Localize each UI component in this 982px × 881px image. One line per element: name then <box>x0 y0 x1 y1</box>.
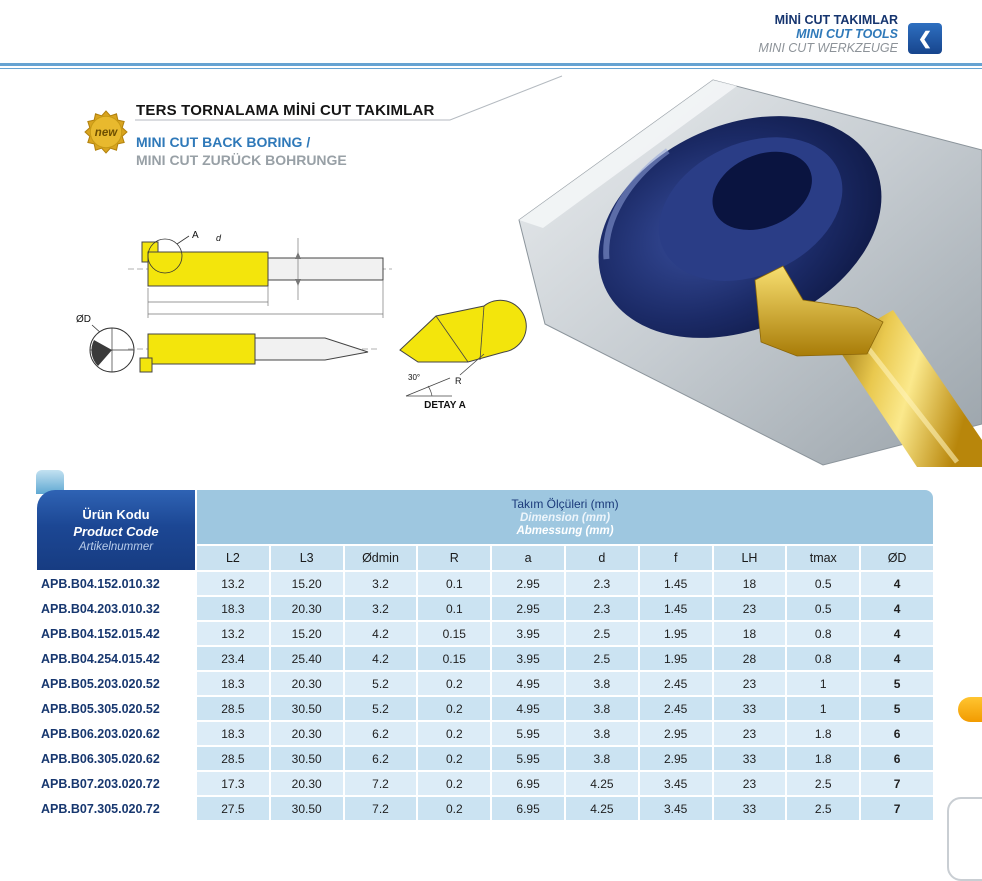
dim-value-cell: 13.2 <box>197 622 269 645</box>
dim-value-cell: 1.8 <box>787 722 859 745</box>
dim-value-cell: 2.3 <box>566 572 638 595</box>
dim-value-cell: 4 <box>861 647 933 670</box>
header-title-de: MINI CUT WERKZEUGE <box>758 41 898 55</box>
dim-value-cell: 4.2 <box>345 647 417 670</box>
product-code-cell: APB.B07.203.020.72 <box>37 772 195 795</box>
dimensions-header-tr: Takım Ölçüleri (mm) <box>511 497 619 511</box>
table-row <box>37 797 933 820</box>
dim-value-cell: 25.40 <box>271 647 343 670</box>
dim-value-cell: 5.2 <box>345 672 417 695</box>
dim-value-cell: 0.2 <box>418 797 490 820</box>
dim-value-cell: 6.95 <box>492 772 564 795</box>
dim-value-cell: 23.4 <box>197 647 269 670</box>
od-label: ØD <box>76 314 91 325</box>
product-code-cell: APB.B04.203.010.32 <box>37 597 195 620</box>
dim-value-cell: 5 <box>861 672 933 695</box>
dim-value-cell: 3.45 <box>640 797 712 820</box>
dim-value-cell: 1 <box>787 672 859 695</box>
dim-value-cell: 4.95 <box>492 672 564 695</box>
dim-value-cell: 2.45 <box>640 672 712 695</box>
dim-value-cell: 0.2 <box>418 772 490 795</box>
dim-value-cell: 20.30 <box>271 672 343 695</box>
table-row <box>37 597 933 620</box>
side-tab-marker[interactable] <box>958 697 982 722</box>
dim-value-cell: 30.50 <box>271 747 343 770</box>
dim-value-cell: 7.2 <box>345 772 417 795</box>
drawing-top-view <box>128 230 392 318</box>
dim-value-cell: 0.5 <box>787 597 859 620</box>
dim-value-cell: 2.5 <box>566 622 638 645</box>
dim-value-cell: 4 <box>861 597 933 620</box>
dim-value-cell: 28.5 <box>197 697 269 720</box>
dim-value-cell: 4.25 <box>566 772 638 795</box>
page-header <box>758 13 898 55</box>
dim-value-cell: 23 <box>714 772 786 795</box>
dim-value-cell: 1.45 <box>640 597 712 620</box>
dim-value-cell: 2.3 <box>566 597 638 620</box>
dim-value-cell: 15.20 <box>271 572 343 595</box>
dim-value-cell: 0.2 <box>418 672 490 695</box>
dim-value-cell: 1.95 <box>640 647 712 670</box>
dim-value-cell: 3.95 <box>492 622 564 645</box>
dim-value-cell: 33 <box>714 747 786 770</box>
table-row <box>37 722 933 745</box>
product-code-cell: APB.B07.305.020.72 <box>37 797 195 820</box>
table-row <box>37 647 933 670</box>
column-header: f <box>640 546 712 570</box>
dim-value-cell: 2.5 <box>787 797 859 820</box>
detail-ref-label: A <box>192 230 199 241</box>
section-chevron-tab[interactable] <box>908 23 942 54</box>
dimensions-header-de: Abmessung (mm) <box>516 525 614 537</box>
column-header: ØD <box>861 546 933 570</box>
badge-label: new <box>94 127 118 140</box>
dim-value-cell: 0.15 <box>418 647 490 670</box>
new-badge <box>84 110 128 154</box>
dim-value-cell: 7.2 <box>345 797 417 820</box>
table-body <box>37 572 933 820</box>
dim-value-cell: 6 <box>861 722 933 745</box>
dim-value-cell: 15.20 <box>271 622 343 645</box>
product-code-header-en: Product Code <box>73 524 159 539</box>
drawing-front-view <box>76 314 134 372</box>
dim-value-cell: 0.2 <box>418 697 490 720</box>
dim-value-cell: 5.2 <box>345 697 417 720</box>
product-code-header-tr: Ürün Kodu <box>82 507 150 522</box>
dim-value-cell: 18 <box>714 572 786 595</box>
dim-value-cell: 18.3 <box>197 672 269 695</box>
radius-label: R <box>455 376 462 386</box>
detail-title: DETAY A <box>424 400 466 411</box>
drawing-middle-view <box>128 334 380 372</box>
angle-label: 30° <box>408 373 421 382</box>
dim-value-cell: 33 <box>714 797 786 820</box>
product-code-cell: APB.B04.152.010.32 <box>37 572 195 595</box>
dim-value-cell: 6.2 <box>345 722 417 745</box>
dim-value-cell: 27.5 <box>197 797 269 820</box>
dim-value-cell: 7 <box>861 797 933 820</box>
dim-value-cell: 0.8 <box>787 647 859 670</box>
dim-value-cell: 18 <box>714 622 786 645</box>
product-code-cell: APB.B06.305.020.62 <box>37 747 195 770</box>
dim-value-cell: 1.8 <box>787 747 859 770</box>
column-header: L3 <box>271 546 343 570</box>
title-de: MINI CUT ZURÜCK BOHRUNGE <box>136 152 347 168</box>
dim-value-cell: 5 <box>861 697 933 720</box>
table-row <box>37 697 933 720</box>
dim-value-cell: 20.30 <box>271 722 343 745</box>
dim-value-cell: 0.1 <box>418 572 490 595</box>
dim-value-cell: 0.5 <box>787 572 859 595</box>
title-en: MINI CUT BACK BORING / <box>136 134 311 150</box>
dim-value-cell: 2.95 <box>640 722 712 745</box>
dim-value-cell: 5.95 <box>492 747 564 770</box>
product-code-cell: APB.B04.254.015.42 <box>37 647 195 670</box>
column-header: R <box>418 546 490 570</box>
dim-value-cell: 18.3 <box>197 722 269 745</box>
product-code-cell: APB.B05.203.020.52 <box>37 672 195 695</box>
dim-value-cell: 7 <box>861 772 933 795</box>
dim-value-cell: 6 <box>861 747 933 770</box>
dim-value-cell: 23 <box>714 672 786 695</box>
dim-value-cell: 2.95 <box>492 597 564 620</box>
dim-value-cell: 2.95 <box>492 572 564 595</box>
dim-value-cell: 2.5 <box>787 772 859 795</box>
dim-value-cell: 23 <box>714 597 786 620</box>
dim-value-cell: 23 <box>714 722 786 745</box>
dim-value-cell: 17.3 <box>197 772 269 795</box>
table-row <box>37 772 933 795</box>
d-dim-label: d <box>216 233 222 243</box>
title-tr: TERS TORNALAMA MİNİ CUT TAKIMLAR <box>136 102 435 119</box>
dim-value-cell: 13.2 <box>197 572 269 595</box>
dim-value-cell: 30.50 <box>271 697 343 720</box>
dim-value-cell: 1.95 <box>640 622 712 645</box>
dim-value-cell: 3.8 <box>566 747 638 770</box>
dim-value-cell: 20.30 <box>271 597 343 620</box>
section-title <box>136 102 435 168</box>
dim-value-cell: 0.2 <box>418 747 490 770</box>
dim-value-cell: 3.8 <box>566 697 638 720</box>
dim-value-cell: 0.2 <box>418 722 490 745</box>
product-code-cell: APB.B04.152.015.42 <box>37 622 195 645</box>
product-code-header <box>37 490 195 570</box>
dim-value-cell: 4.25 <box>566 797 638 820</box>
header-title-tr: MİNİ CUT TAKIMLAR <box>774 13 898 27</box>
dimensions-header <box>197 490 933 544</box>
dim-value-cell: 2.45 <box>640 697 712 720</box>
product-render <box>505 72 982 467</box>
column-header: tmax <box>787 546 859 570</box>
dim-value-cell: 2.95 <box>640 747 712 770</box>
chevron-left-icon: ❮ <box>917 28 933 48</box>
dim-value-cell: 28 <box>714 647 786 670</box>
column-header: L2 <box>197 546 269 570</box>
dim-value-cell: 2.5 <box>566 647 638 670</box>
dim-value-cell: 5.95 <box>492 722 564 745</box>
dimensions-header-en: Dimension (mm) <box>519 512 611 524</box>
dim-value-cell: 6.2 <box>345 747 417 770</box>
product-code-cell: APB.B05.305.020.52 <box>37 697 195 720</box>
dim-value-cell: 3.8 <box>566 722 638 745</box>
dim-value-cell: 0.8 <box>787 622 859 645</box>
dim-value-cell: 4.2 <box>345 622 417 645</box>
dim-value-cell: 6.95 <box>492 797 564 820</box>
product-code-header-de: Artikelnummer <box>78 541 154 553</box>
column-header: a <box>492 546 564 570</box>
table-row <box>37 672 933 695</box>
dim-value-cell: 28.5 <box>197 747 269 770</box>
dim-value-cell: 18.3 <box>197 597 269 620</box>
dim-value-cell: 4 <box>861 622 933 645</box>
header-title-en: MINI CUT TOOLS <box>796 27 898 41</box>
dim-value-cell: 1 <box>787 697 859 720</box>
dim-value-cell: 1.45 <box>640 572 712 595</box>
dim-value-cell: 30.50 <box>271 797 343 820</box>
product-code-cell: APB.B06.203.020.62 <box>37 722 195 745</box>
dim-value-cell: 4.95 <box>492 697 564 720</box>
dim-value-cell: 0.1 <box>418 597 490 620</box>
dim-value-cell: 0.15 <box>418 622 490 645</box>
dim-value-cell: 20.30 <box>271 772 343 795</box>
column-header: d <box>566 546 638 570</box>
column-header: Ødmin <box>345 546 417 570</box>
header-divider <box>0 63 982 69</box>
dim-value-cell: 3.8 <box>566 672 638 695</box>
table-row <box>37 572 933 595</box>
dim-value-cell: 3.2 <box>345 597 417 620</box>
table-row <box>37 622 933 645</box>
dim-value-cell: 3.45 <box>640 772 712 795</box>
table-row <box>37 747 933 770</box>
page-corner-ornament <box>947 797 982 881</box>
dim-value-cell: 4 <box>861 572 933 595</box>
dim-value-cell: 3.95 <box>492 647 564 670</box>
product-table <box>35 488 935 822</box>
column-header: LH <box>714 546 786 570</box>
dim-value-cell: 3.2 <box>345 572 417 595</box>
dim-value-cell: 33 <box>714 697 786 720</box>
technical-drawing <box>70 228 570 433</box>
